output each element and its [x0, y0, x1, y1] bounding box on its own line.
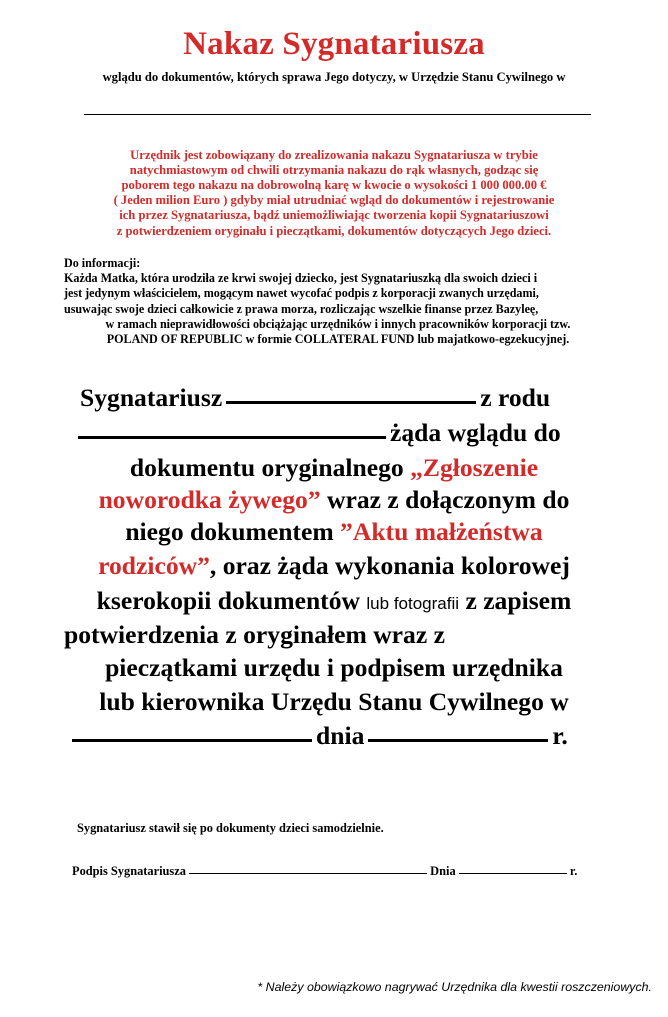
main-text: dokumentu oryginalnego — [129, 453, 404, 482]
date-label: dnia — [316, 721, 365, 750]
main-line-2 — [78, 417, 561, 449]
main-text: żąda wglądu do — [390, 418, 561, 447]
footnote: * Należy obowiązkowo nagrywać Urzędnika dla kwestii roszczeniowych. — [257, 980, 652, 994]
main-text: wraz z dołączonym do — [327, 485, 570, 514]
info-line: jest jedynym właścicielem, mogącym nawet wycofać podpis z korporacji zwanych urzędami, — [64, 286, 539, 301]
date-fill-line[interactable] — [368, 739, 548, 742]
main-text: z zapisem — [465, 586, 572, 615]
main-text: niego dokumentem — [125, 517, 334, 546]
notice-line: poborem tego nakazu na dobrowolną karę w kwocie o wysokości 1 000 000.00 € — [121, 178, 547, 192]
family-label: z rodu — [480, 383, 551, 412]
info-line: w ramach nieprawidłowości obciążając urzędników i innych pracowników korporacji tzw. — [105, 316, 571, 331]
date-label: Dnia — [430, 864, 456, 878]
document-name-highlight: noworodka żywego” — [98, 485, 321, 514]
notice-line: Urzędnik jest zobowiązany do zrealizowania nakazu Sygnatariusza w trybie — [130, 148, 538, 162]
signature-date-fill-line[interactable] — [459, 873, 567, 874]
signature-fill-line[interactable] — [189, 873, 427, 874]
family-name-fill-line[interactable] — [78, 436, 386, 439]
main-line-9: pieczątkami urzędu i podpisem urzędnika — [105, 653, 563, 682]
main-line-11 — [72, 720, 568, 752]
main-line-6 — [0, 550, 668, 582]
info-line: POLAND OF REPUBLIC w formie COLLATERAL FUND lub majatkowo-egzekucyjnej. — [106, 332, 570, 347]
document-name-highlight: rodziców” — [98, 551, 210, 580]
office-city-fill-line[interactable] — [72, 739, 312, 742]
notice-line: natychmiastowym od chwili otrzymania nakazu do rąk własnych, godząc się — [129, 163, 539, 177]
info-line: Każda Matka, która urodziła ze krwi swojej dziecko, jest Sygnatariuszką dla swoich dzieci i — [64, 271, 538, 286]
year-suffix: r. — [569, 864, 578, 878]
footer-statement: Sygnatariusz stawił się po dokumenty dzieci samodzielnie. — [77, 821, 384, 835]
document-name-highlight: „Zgłoszenie — [410, 453, 539, 482]
signature-row — [72, 864, 577, 879]
main-text: , oraz żąda wykonania kolorowej — [209, 551, 570, 580]
main-line-4 — [0, 484, 668, 516]
main-line-7 — [0, 585, 668, 620]
alternative-text: lub fotografii — [366, 594, 460, 613]
year-suffix: r. — [552, 721, 568, 750]
main-text: kserokopii dokumentów — [96, 586, 360, 615]
main-line-8: potwierdzenia z oryginałem wraz z — [64, 620, 445, 649]
main-line-3 — [0, 452, 668, 484]
office-name-fill-line[interactable] — [84, 114, 591, 115]
notice-line: ( Jeden milion Euro ) gdyby miał utrudniać wgląd do dokumentów i rejestrowanie — [113, 193, 555, 207]
document-subtitle: wglądu do dokumentów, których sprawa Jego dotyczy, w Urzędzie Stanu Cywilnego w — [102, 70, 566, 84]
main-line-5 — [0, 516, 668, 548]
signatory-name-fill-line[interactable] — [226, 401, 476, 404]
notice-line: ich przez Sygnatariusza, bądź uniemożliwiając tworzenia kopii Sygnatariuszowi — [119, 208, 549, 222]
signatory-label: Sygnatariusz — [80, 383, 223, 412]
notice-line: z potwierdzeniem oryginału i pieczątkami, dokumentów dotyczących Jego dzieci. — [116, 224, 552, 238]
info-line: usuwając swoje dzieci całkowicie z prawa morza, rozliczając wszelkie finanse przez Bazyleę, — [64, 301, 539, 316]
document-name-highlight: ”Aktu małżeństwa — [340, 517, 543, 546]
info-section — [64, 256, 612, 347]
main-line-10: lub kierownika Urzędu Stanu Cywilnego w — [99, 687, 569, 716]
document-title: Nakaz Sygnatariusza — [183, 26, 485, 62]
info-heading: Do informacji: — [64, 256, 141, 270]
signature-label: Podpis Sygnatariusza — [72, 864, 186, 878]
main-line-1 — [80, 382, 550, 414]
